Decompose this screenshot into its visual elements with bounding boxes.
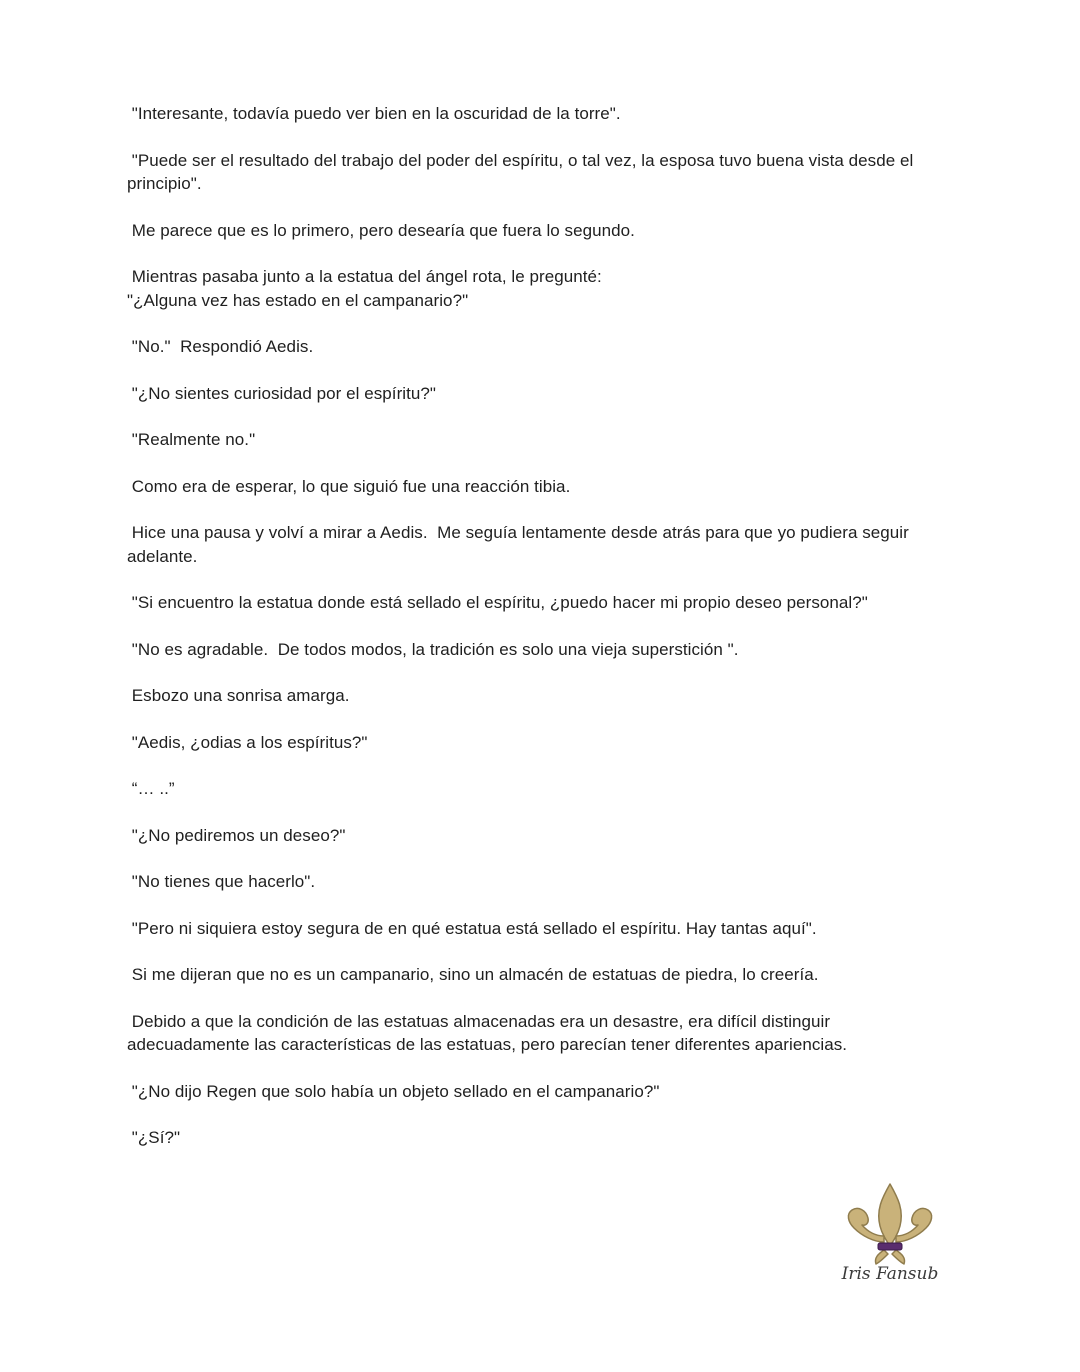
paragraph: "Puede ser el resultado del trabajo del poder del espíritu, o tal vez, la esposa tuvo buena vista desde el principio". xyxy=(127,150,914,193)
watermark-text: Iris Fansub xyxy=(841,1264,939,1284)
paragraph: "¿No sientes curiosidad por el espíritu?" xyxy=(127,383,436,403)
paragraph: "No es agradable. De todos modos, la tradición es solo una vieja superstición ". xyxy=(127,639,739,659)
paragraph: Mientras pasaba junto a la estatua del ángel rota, le pregunté: "¿Alguna vez has estado en el campanario?" xyxy=(127,267,602,310)
paragraph: "Pero ni siquiera estoy segura de en qué estatua está sellado el espíritu. Hay tantas aquí". xyxy=(127,918,817,938)
paragraph: "Interesante, todavía puedo ver bien en la oscuridad de la torre". xyxy=(127,104,621,123)
paragraph: "¿Sí?" xyxy=(127,1128,181,1147)
paragraph: Me parece que es lo primero, pero desearía que fuera lo segundo. xyxy=(127,220,635,240)
paragraph: "¿No dijo Regen que solo había un objeto sellado en el campanario?" xyxy=(127,1081,660,1101)
paragraph: "Aedis, ¿odias a los espíritus?" xyxy=(127,732,368,752)
paragraph: "Realmente no." xyxy=(127,430,256,449)
paragraph: “… ..” xyxy=(127,779,175,798)
paragraph: Debido a que la condición de las estatuas almacenadas era un desastre, era difícil distinguir adecuadamente las características de las estatuas, pero parecían tener diferentes apariencias. xyxy=(127,1011,848,1054)
paragraph: "No." Respondió Aedis. xyxy=(127,337,314,356)
paragraph: Si me dijeran que no es un campanario, sino un almacén de estatuas de piedra, lo creería. xyxy=(127,965,819,984)
document-body xyxy=(127,102,957,1173)
paragraph: Esbozo una sonrisa amarga. xyxy=(127,686,350,705)
fleur-de-lis-icon xyxy=(838,1180,942,1266)
paragraph: "No tienes que hacerlo". xyxy=(127,872,316,891)
paragraph: Hice una pausa y volví a mirar a Aedis. Me seguía lentamente desde atrás para que yo pudiera seguir adelante. xyxy=(127,523,909,566)
paragraph: Como era de esperar, lo que siguió fue una reacción tibia. xyxy=(127,476,571,496)
watermark-logo xyxy=(838,1180,942,1292)
paragraph: "Si encuentro la estatua donde está sellado el espíritu, ¿puedo hacer mi propio deseo personal?" xyxy=(127,593,868,612)
paragraph: "¿No pediremos un deseo?" xyxy=(127,825,346,845)
